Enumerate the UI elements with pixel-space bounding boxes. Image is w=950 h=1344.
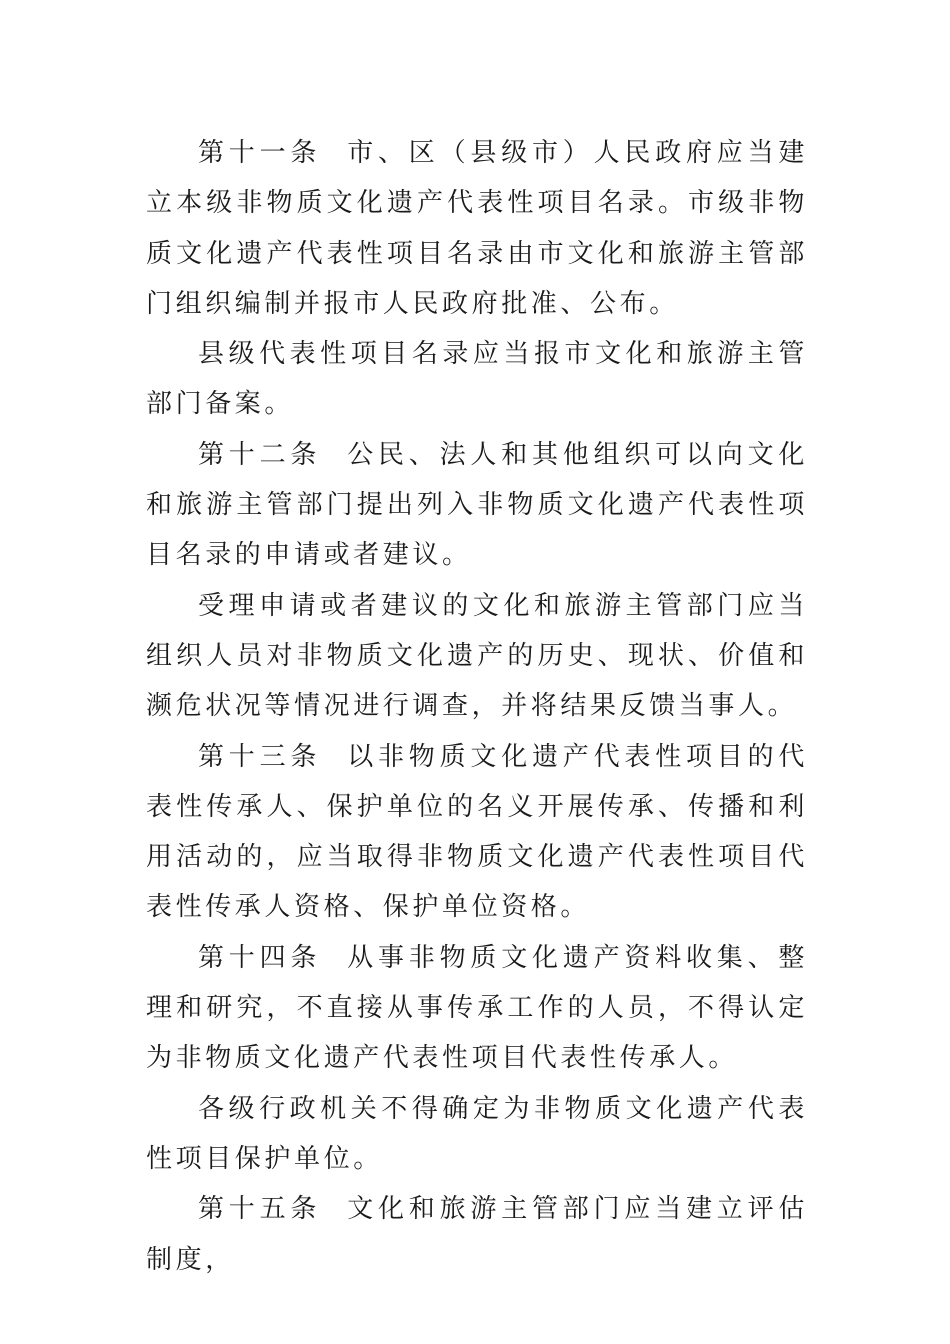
article-number: 第十四条 <box>198 942 322 973</box>
paragraph-investigation <box>146 581 808 732</box>
paragraph-text: 从事非物质文化遗产资料收集、整理和研究，不直接从事传承工作的人员，不得认定为非物质文化遗产代表性项目代表性传承人。 <box>146 942 808 1074</box>
paragraph-text: 以非物质文化遗产代表性项目的代表性传承人、保护单位的名义开展传承、传播和利用活动的，应当取得非物质文化遗产代表性项目代表性传承人资格、保护单位资格。 <box>146 741 808 923</box>
paragraph-text: 文化和旅游主管部门应当建立评估制度， <box>146 1194 808 1275</box>
paragraph-text: 各级行政机关不得确定为非物质文化遗产代表性项目保护单位。 <box>146 1093 808 1174</box>
paragraph-text: 受理申请或者建议的文化和旅游主管部门应当组织人员对非物质文化遗产的历史、现状、价值和濒危状况等情况进行调查，并将结果反馈当事人。 <box>146 590 808 722</box>
article-number: 第十五条 <box>198 1194 322 1225</box>
paragraph-article-15 <box>146 1184 808 1285</box>
paragraph-text: 公民、法人和其他组织可以向文化和旅游主管部门提出列入非物质文化遗产代表性项目名录的申请或者建议。 <box>146 439 808 571</box>
article-number: 第十二条 <box>198 439 322 470</box>
article-number: 第十三条 <box>198 741 322 772</box>
paragraph-article-11 <box>146 128 808 329</box>
paragraph-text: 县级代表性项目名录应当报市文化和旅游主管部门备案。 <box>146 339 808 420</box>
paragraph-county-registry <box>146 329 808 430</box>
article-number: 第十一条 <box>198 138 322 168</box>
paragraph-admin-organs <box>146 1084 808 1185</box>
paragraph-article-14 <box>146 933 808 1084</box>
document-body <box>146 128 808 1285</box>
paragraph-text: 市、区（县级市）人民政府应当建立本级非物质文化遗产代表性项目名录。市级非物质文化遗产代表性项目名录由市文化和旅游主管部门组织编制并报市人民政府批准、公布。 <box>146 138 808 319</box>
paragraph-article-13 <box>146 732 808 933</box>
paragraph-article-12 <box>146 430 808 581</box>
